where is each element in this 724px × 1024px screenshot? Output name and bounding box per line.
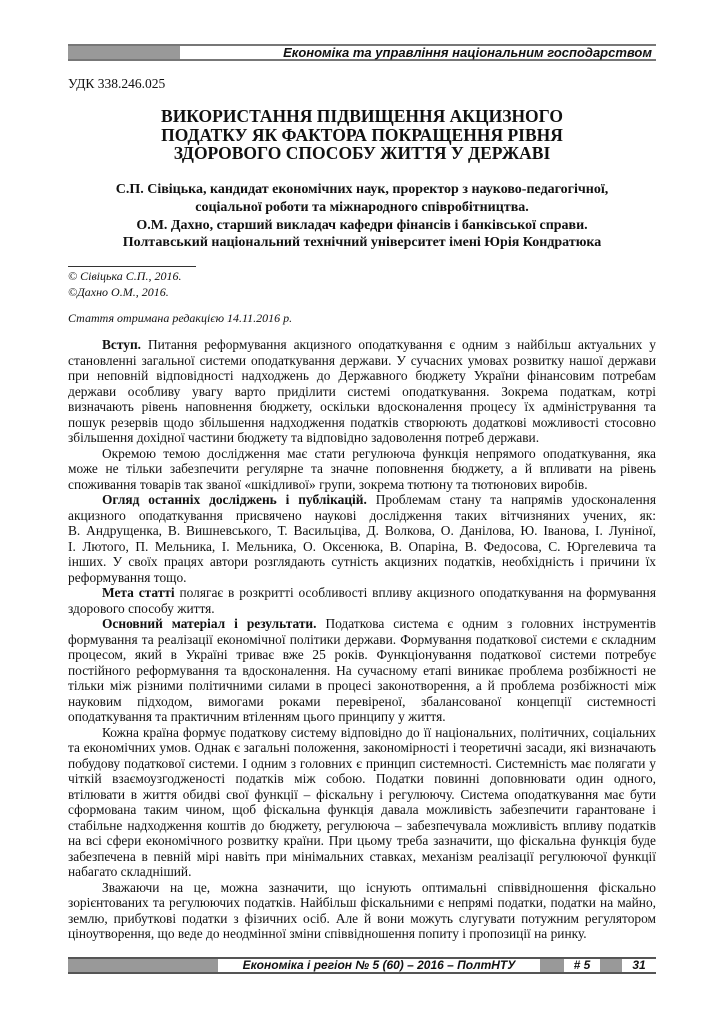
paragraph: [68, 446, 656, 493]
line-text: збільшення дохідної частини бюджету та відповідно задоволення потреб держави.: [68, 430, 540, 445]
line-text: визначають рівень наповнення бюджету, оскільки вдосконалення процесу їх адміністрування та: [68, 399, 656, 414]
line-text: забезпечена в певній мірі навіть при мінімальних ставках, механізм реалізації регулюючої функції: [68, 848, 656, 864]
text-line: [68, 554, 656, 570]
text-line: [68, 632, 656, 648]
text-line: [68, 849, 656, 865]
line-text: та економічних умов. Однак є загальні положення, закономірності і теоретичні засади, які визначають: [68, 740, 656, 755]
text-line: [68, 399, 656, 415]
line-text: становленні загальної системи оподаткування держави. У сучасних умовах розвитку нашої держави: [68, 352, 656, 368]
paragraph: [68, 725, 656, 880]
line-text: набагато складніший.: [68, 864, 192, 879]
footnote-rule: [68, 266, 196, 267]
line-text: пошук резервів щодо збільшення надходження податків створюють додаткові можливості стосовно: [68, 414, 656, 430]
paragraph: [68, 337, 656, 446]
paragraph: [68, 585, 656, 616]
title-line: ЗДОРОВОГО СПОСОБУ ЖИТТЯ У ДЕРЖАВІ: [173, 143, 551, 163]
text-line: [68, 353, 656, 369]
text-line: [68, 647, 656, 663]
text-line: [68, 694, 656, 710]
line-text: полягає в розкритті особливості впливу акцизного оподаткування на формування: [174, 585, 656, 600]
text-line: [68, 771, 656, 787]
text-line: [68, 833, 656, 849]
line-text: Проблемам стану та напрямів удосконалення: [366, 492, 656, 507]
line-text: чіткій взаємоузгодженості податків між собою. Податки повинні доповнювати один одного,: [68, 771, 656, 786]
article-title: [68, 107, 656, 163]
text-line: [68, 926, 656, 942]
line-text: Питання реформування акцизного оподаткування є одним з найбільш актуальних у: [141, 337, 656, 352]
journal-section: Економіка та управління національним господарством: [283, 45, 652, 60]
text-line: [68, 570, 656, 586]
text-line: [68, 523, 656, 539]
text-line: [68, 337, 656, 353]
footer-issue: # 5: [564, 959, 600, 972]
text-line: [68, 477, 656, 493]
text-line: [68, 446, 656, 462]
footer-journal: Економіка і регіон № 5 (60) – 2016 – ПолтНТУ: [218, 959, 540, 972]
line-text: споживання товарів так званої «шкідливої» групи, зокрема тютюну та тютюнових виробів.: [68, 476, 588, 492]
paragraph-lead: Основний матеріал і результати.: [102, 616, 317, 631]
line-text: постійного реформування та вдосконалення. На сучасному етапі виникає проблема розбіжності не: [68, 662, 656, 678]
authors-block: [68, 181, 656, 252]
line-text: здорового способу життя.: [68, 600, 215, 616]
text-line: [68, 663, 656, 679]
text-line: [68, 709, 656, 725]
received-date: Стаття отримана редакцією 14.11.2016 р.: [68, 311, 293, 325]
text-line: [68, 368, 656, 384]
line-text: оподаткування та практичним втіленням цього принципу у життя.: [68, 709, 446, 724]
text-line: [68, 508, 656, 524]
paragraph: [68, 616, 656, 725]
text-line: [68, 539, 656, 555]
line-text: Зважаючи на це, можна зазначити, що існують оптимальні співвідношення фіскально: [102, 879, 656, 895]
text-line: [68, 802, 656, 818]
udk-code: УДК 338.246.025: [68, 76, 166, 91]
title-line: ВИКОРИСТАННЯ ПІДВИЩЕННЯ АКЦИЗНОГО: [161, 106, 563, 126]
line-text: землю, прибуткові податки з фізичних осіб. Але й вони можуть слугувати потужним регулятором: [68, 910, 656, 926]
text-line: [68, 880, 656, 896]
page-number: 31: [622, 959, 656, 972]
line-text: зорієнтованих та регулюючих податків. Найбільш фіскальними є непрямі податки, податки на майно,: [68, 895, 656, 910]
line-text: держави особливу увагу варто приділити системі оподаткування. Зокрема податкам, котрі: [68, 383, 656, 399]
text-line: [68, 864, 656, 880]
line-text: реформування тощо.: [68, 569, 187, 585]
line-text: формування та реалізації економічної політики держави. Формування податкової системи є складним: [68, 631, 656, 647]
text-line: [68, 492, 656, 508]
text-line: [68, 585, 656, 601]
running-footer: [68, 957, 656, 974]
text-line: [68, 430, 656, 446]
line-text: науковим підходом, вимогами роками перевіреної, збалансованої концепції системності: [68, 693, 656, 709]
author-line: С.П. Сівіцька, кандидат економічних наук, проректор з науково-педагогічної,: [115, 182, 609, 197]
line-text: акцизного оподаткування присвячено наукові дослідження таких вітчизняних учених, як:: [68, 507, 656, 523]
copyright-line: ©Дахно О.М., 2016.: [68, 285, 169, 299]
line-text: В. Андрущенка, В. Вишневського, Т. Васильціва, Д. Волкова, О. Данілова, Ю. Іванова, І. Луніної,: [68, 523, 656, 538]
text-line: [68, 787, 656, 803]
text-line: [68, 461, 656, 477]
line-text: І. Лютого, П. Мельника, І. Мельника, О. Оксенюка, В. Опаріна, В. Федосова, С. Юргелевича та: [68, 538, 656, 554]
text-line: [68, 415, 656, 431]
text-line: [68, 895, 656, 911]
line-text: стабільне надходження коштів до бюджету, регулююча – забезпечувала можливість впливу податків: [68, 817, 656, 833]
line-text: при неповній відповідності надходжень до Державного бюджету України фінансовим потребам: [68, 368, 656, 383]
copyright-block: [68, 268, 181, 300]
running-header: [68, 44, 656, 61]
text-line: [68, 725, 656, 741]
paragraph: [68, 492, 656, 585]
header-gray-block: [68, 46, 180, 59]
text-line: [68, 818, 656, 834]
text-line: [68, 384, 656, 400]
text-line: [68, 911, 656, 927]
paragraph: [68, 880, 656, 942]
line-text: процесом, який в Україні триває вже 25 років. Функціонування податкової системи потребує: [68, 647, 656, 662]
paragraph-lead: Мета статті: [102, 585, 175, 600]
paragraph-lead: Огляд останніх досліджень і публікацій.: [102, 492, 367, 507]
author-line: соціальної роботи та міжнародного співробітництва.: [195, 199, 529, 215]
line-text: Кожна країна формує податкову систему відповідно до її національних, політичних, соціальних: [102, 724, 656, 740]
title-line: ПОДАТКУ ЯК ФАКТОРА ПОКРАЩЕННЯ РІВНЯ: [161, 124, 563, 145]
line-text: тільки між різними політичними силами в процесі законотворення, а й проблема розбіжності між: [68, 678, 656, 693]
text-line: [68, 616, 656, 632]
line-text: на всі сфери економічного розвитку країни. При цьому треба зазначити, що фіскальна функція буде: [68, 833, 656, 848]
line-text: побудову податкової системи. І одним з головних є принцип системності. Системність має полягати у: [68, 755, 656, 771]
line-text: може не тільки забезпечити регулярне та значне поповнення бюджету, а й впливати на рівень: [68, 461, 656, 476]
line-text: Окремою темою дослідження має стати регулююча функція непрямого оподаткування, яка: [102, 445, 656, 461]
text-line: [68, 756, 656, 772]
article-body: [68, 337, 656, 942]
line-text: сформована таким чином, щоб фіскальна функція давала можливість забезпечити гарантоване і: [68, 802, 656, 817]
line-text: втілювати в життя обидві свої функції – фіскальну і регулюючу. Система оподаткування має бути: [68, 786, 656, 802]
author-line: О.М. Дахно, старший викладач кафедри фінансів і банківської справи.: [136, 217, 588, 233]
paragraph-lead: Вступ.: [102, 337, 142, 352]
line-text: ціноутворення, що веде до неодмінної зміни співвідношення попиту і пропозиції на ринку.: [68, 926, 587, 941]
line-text: Податкова система є одним з головних інструментів: [316, 616, 656, 631]
author-line: Полтавський національний технічний університет імені Юрія Кондратюка: [122, 235, 602, 251]
text-line: [68, 740, 656, 756]
copyright-line: © Сівіцька С.П., 2016.: [68, 269, 182, 283]
text-line: [68, 601, 656, 617]
line-text: інших. У своїх працях автори розглядають сутність акцизних податків, необхідність і причини їх: [68, 554, 656, 569]
text-line: [68, 678, 656, 694]
